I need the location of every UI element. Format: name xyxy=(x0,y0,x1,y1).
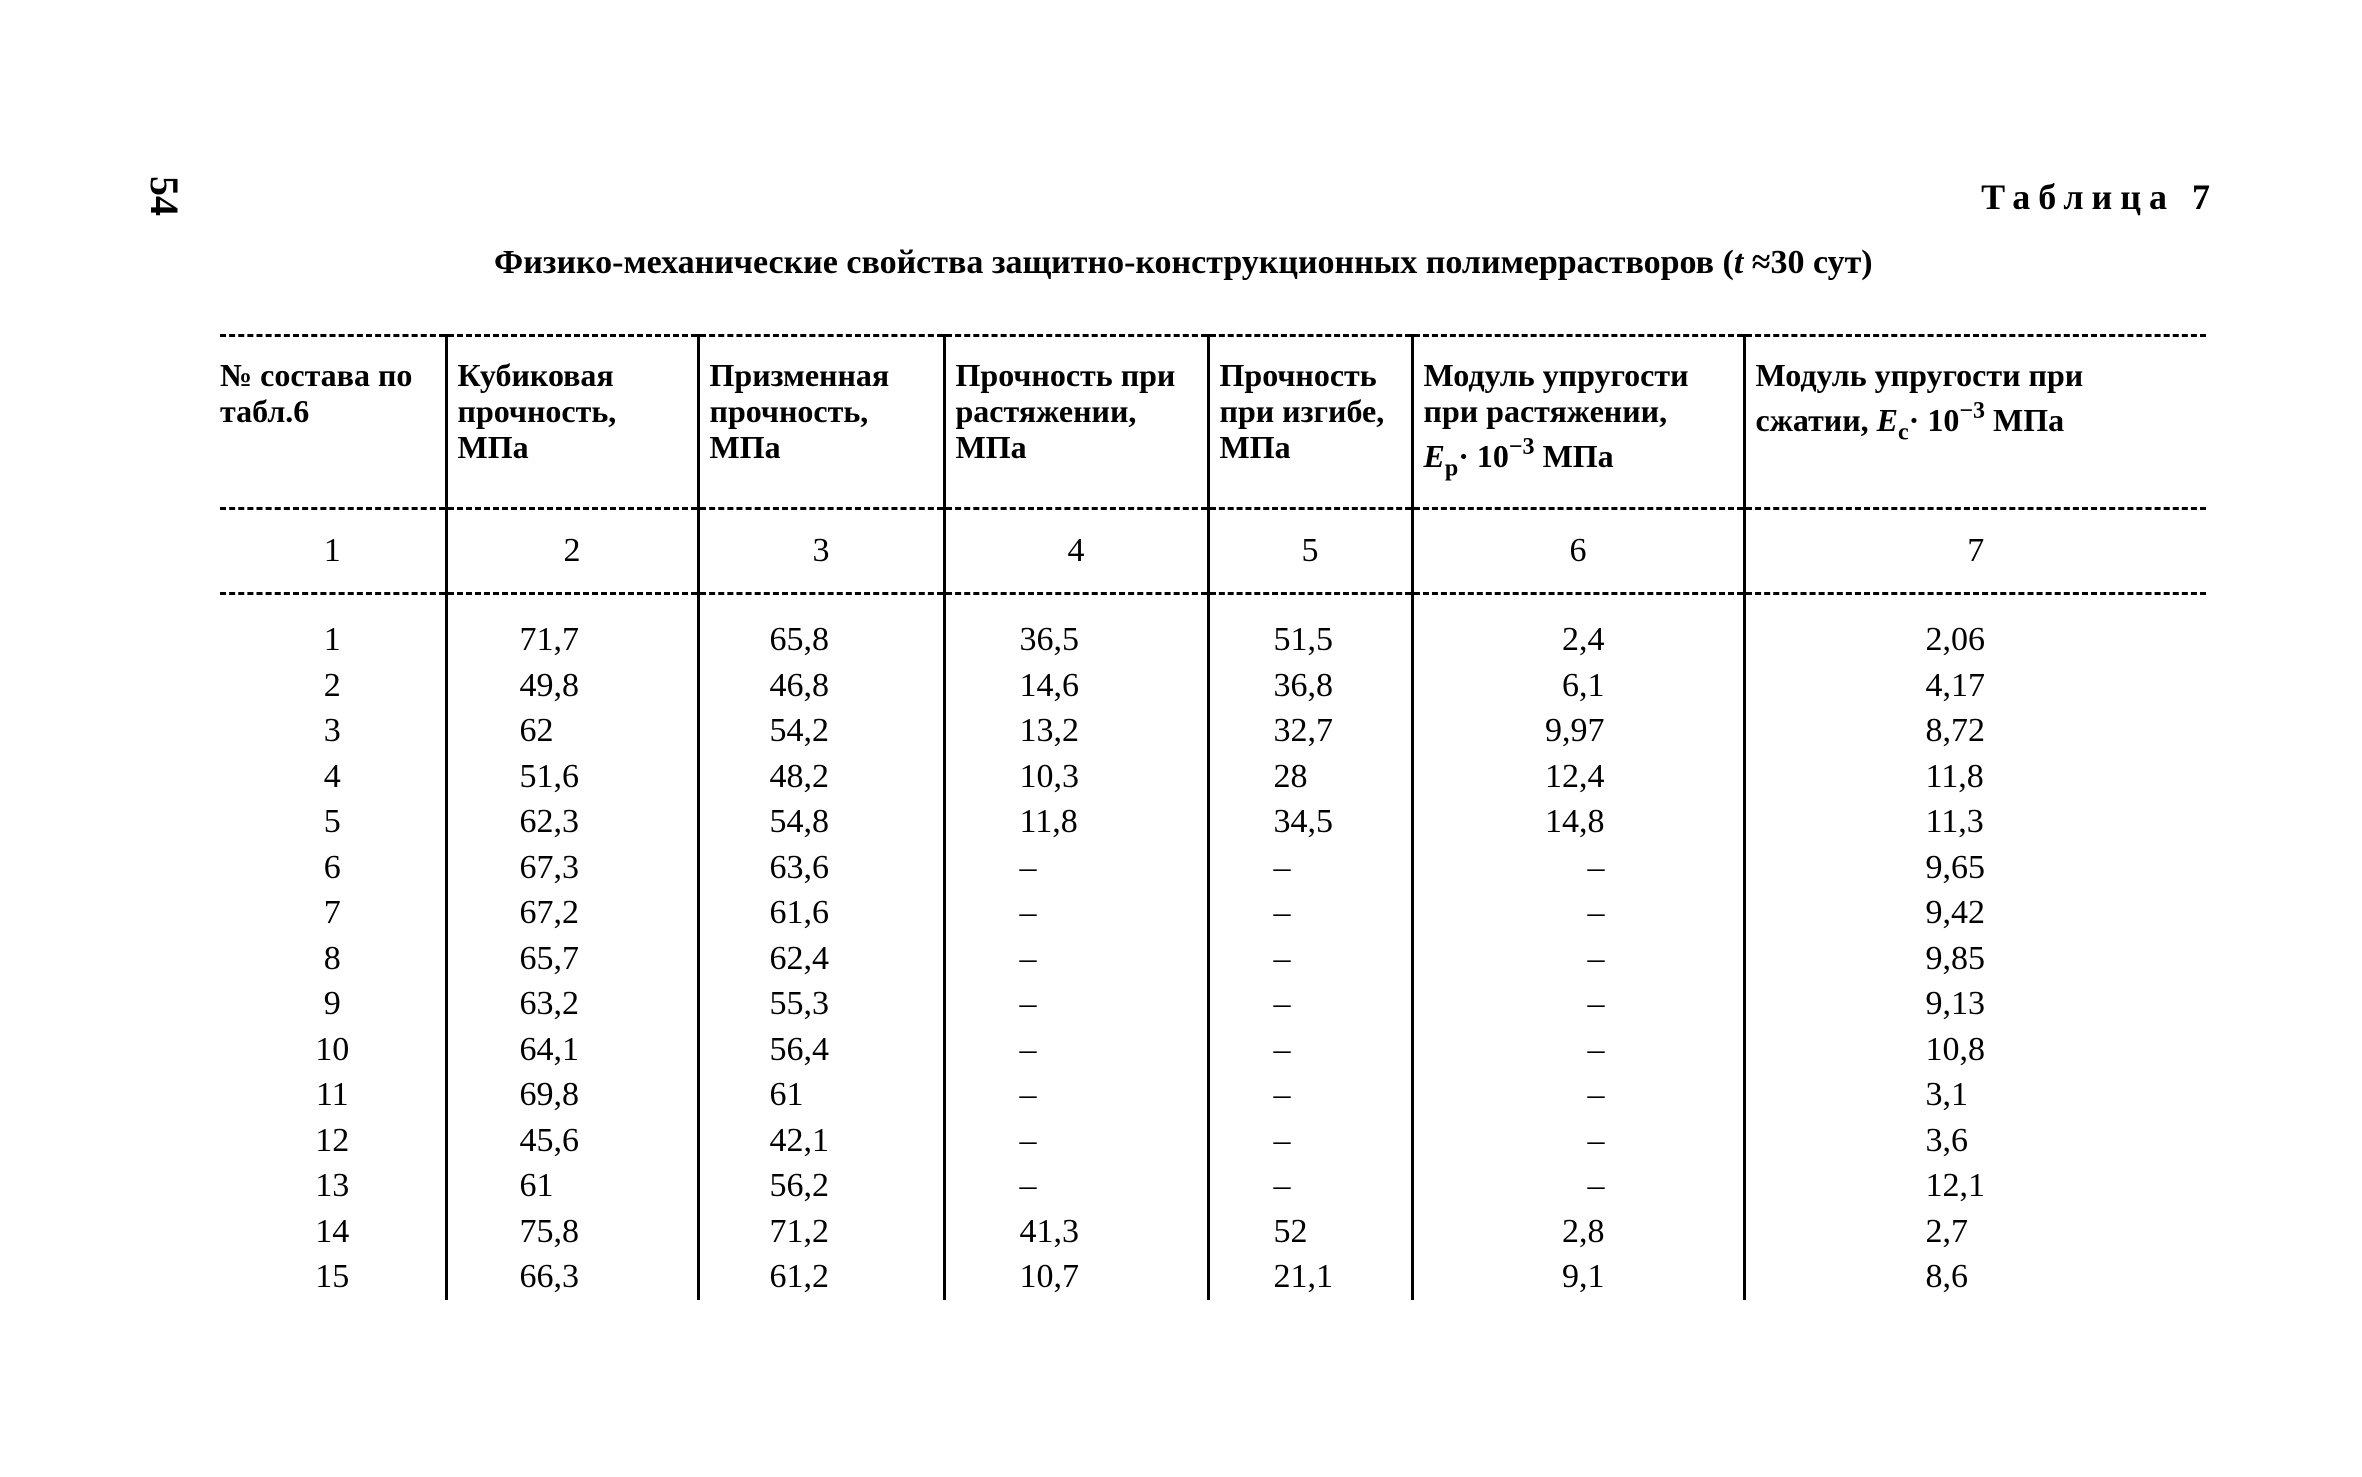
cell-composition: 13 xyxy=(315,1167,350,1204)
cell-compressive-modulus: 11,8 xyxy=(1744,754,2206,800)
column-number: 3 xyxy=(698,509,944,594)
cell-tensile-strength: – xyxy=(944,936,1208,982)
cell-tensile-strength: – xyxy=(944,890,1208,936)
cell-bending-strength: – xyxy=(1208,1118,1412,1164)
cell-cube-strength: 75,8 xyxy=(446,1209,698,1255)
cell-prism-strength: 71,2 xyxy=(698,1209,944,1255)
cell-compressive-modulus: 10,8 xyxy=(1744,1027,2206,1073)
table-row xyxy=(220,845,2206,891)
cell-tensile-modulus: 9,97 xyxy=(1412,708,1744,754)
cell-tensile-strength: – xyxy=(944,845,1208,891)
compressive-modulus-subscript: с xyxy=(1898,419,1909,446)
cell-composition: 8 xyxy=(323,939,341,977)
compressive-modulus-multiplier: · 10 xyxy=(1908,402,1960,439)
properties-table-container xyxy=(220,334,2206,1300)
cell-tensile-modulus: – xyxy=(1412,1163,1744,1209)
tensile-modulus-exponent: −3 xyxy=(1508,434,1535,460)
page-number: 54 xyxy=(142,176,187,216)
cell-compressive-modulus: 9,13 xyxy=(1744,981,2206,1027)
cell-compressive-modulus: 4,17 xyxy=(1744,663,2206,709)
cell-bending-strength: 28 xyxy=(1208,754,1412,800)
cell-bending-strength: 52 xyxy=(1208,1209,1412,1255)
compressive-modulus-label: Модуль упругости при сжатии, xyxy=(1755,357,2084,439)
table-row xyxy=(220,1254,2206,1300)
cell-prism-strength: 55,3 xyxy=(698,981,944,1027)
table-row xyxy=(220,936,2206,982)
header-cube-strength: Кубиковая прочность, МПа xyxy=(446,336,698,509)
cell-cube-strength: 67,3 xyxy=(446,845,698,891)
tensile-modulus-multiplier: · 10 xyxy=(1458,438,1509,475)
cell-composition: 11 xyxy=(315,1076,349,1113)
cell-tensile-modulus: 2,8 xyxy=(1412,1209,1744,1255)
table-row xyxy=(220,981,2206,1027)
cell-bending-strength: 51,5 xyxy=(1208,594,1412,663)
header-composition: № состава по табл.6 xyxy=(220,336,446,509)
cell-tensile-modulus: – xyxy=(1412,1072,1744,1118)
cell-cube-strength: 64,1 xyxy=(446,1027,698,1073)
cell-bending-strength: – xyxy=(1208,981,1412,1027)
table-row xyxy=(220,1163,2206,1209)
cell-bending-strength: 36,8 xyxy=(1208,663,1412,709)
compressive-modulus-exponent: −3 xyxy=(1959,398,1986,424)
cell-cube-strength: 66,3 xyxy=(446,1254,698,1300)
cell-cube-strength: 51,6 xyxy=(446,754,698,800)
cell-cube-strength: 62 xyxy=(446,708,698,754)
cell-bending-strength: – xyxy=(1208,1163,1412,1209)
table-title-variable: t xyxy=(1733,244,1744,281)
tensile-modulus-unit: МПа xyxy=(1534,438,1614,475)
cell-composition: 2 xyxy=(323,666,341,704)
cell-tensile-modulus: – xyxy=(1412,936,1744,982)
cell-bending-strength: 21,1 xyxy=(1208,1254,1412,1300)
cell-cube-strength: 45,6 xyxy=(446,1118,698,1164)
column-number: 6 xyxy=(1412,509,1744,594)
cell-cube-strength: 63,2 xyxy=(446,981,698,1027)
cell-prism-strength: 61,6 xyxy=(698,890,944,936)
column-number: 7 xyxy=(1744,509,2206,594)
cell-tensile-modulus: 6,1 xyxy=(1412,663,1744,709)
cell-prism-strength: 65,8 xyxy=(698,594,944,663)
cell-cube-strength: 71,7 xyxy=(446,594,698,663)
cell-composition: 4 xyxy=(323,757,341,795)
cell-composition: 14 xyxy=(315,1212,350,1250)
cell-compressive-modulus: 11,3 xyxy=(1744,799,2206,845)
table-row xyxy=(220,663,2206,709)
table-title xyxy=(494,244,1873,282)
header-tensile-strength: Прочность при растяжении, МПа xyxy=(944,336,1208,509)
cell-composition: 9 xyxy=(323,985,341,1022)
table-body xyxy=(220,594,2206,1300)
table-row xyxy=(220,1209,2206,1255)
cell-compressive-modulus: 3,1 xyxy=(1744,1072,2206,1118)
header-row xyxy=(220,336,2206,509)
cell-tensile-modulus: 14,8 xyxy=(1412,799,1744,845)
cell-prism-strength: 42,1 xyxy=(698,1118,944,1164)
cell-tensile-strength: – xyxy=(944,981,1208,1027)
cell-tensile-modulus: – xyxy=(1412,1118,1744,1164)
cell-bending-strength: – xyxy=(1208,1027,1412,1073)
cell-tensile-strength: 11,8 xyxy=(944,799,1208,845)
cell-tensile-strength: 41,3 xyxy=(944,1209,1208,1255)
cell-tensile-strength: 36,5 xyxy=(944,594,1208,663)
cell-bending-strength: 34,5 xyxy=(1208,799,1412,845)
cell-bending-strength: – xyxy=(1208,890,1412,936)
cell-composition: 12 xyxy=(315,1121,350,1159)
tensile-modulus-subscript: р xyxy=(1444,455,1459,482)
cell-composition: 15 xyxy=(315,1258,350,1295)
table-title-rest: ≈30 сут) xyxy=(1743,244,1873,281)
cell-compressive-modulus: 8,6 xyxy=(1744,1254,2206,1300)
tensile-modulus-symbol: E xyxy=(1423,438,1445,475)
cell-composition: 5 xyxy=(323,803,341,840)
table-row xyxy=(220,708,2206,754)
cell-tensile-modulus: 9,1 xyxy=(1412,1254,1744,1300)
column-number: 4 xyxy=(944,509,1208,594)
cell-bending-strength: – xyxy=(1208,845,1412,891)
cell-prism-strength: 61,2 xyxy=(698,1254,944,1300)
cell-cube-strength: 67,2 xyxy=(446,890,698,936)
cell-compressive-modulus: 9,85 xyxy=(1744,936,2206,982)
table-label: Таблица 7 xyxy=(1981,177,2218,217)
table-row xyxy=(220,1072,2206,1118)
cell-tensile-modulus: – xyxy=(1412,1027,1744,1073)
header-bending-strength: Прочность при изгибе, МПа xyxy=(1208,336,1412,509)
cell-tensile-modulus: – xyxy=(1412,890,1744,936)
compressive-modulus-symbol: E xyxy=(1876,402,1899,439)
cell-composition: 6 xyxy=(323,848,341,886)
cell-prism-strength: 61 xyxy=(698,1072,944,1118)
cell-composition: 7 xyxy=(323,894,341,931)
cell-cube-strength: 62,3 xyxy=(446,799,698,845)
cell-composition: 3 xyxy=(323,712,341,749)
cell-bending-strength: 32,7 xyxy=(1208,708,1412,754)
cell-cube-strength: 61 xyxy=(446,1163,698,1209)
header-compressive-modulus xyxy=(1744,336,2206,509)
cell-cube-strength: 69,8 xyxy=(446,1072,698,1118)
cell-prism-strength: 54,2 xyxy=(698,708,944,754)
cell-compressive-modulus: 9,65 xyxy=(1744,845,2206,891)
cell-prism-strength: 46,8 xyxy=(698,663,944,709)
cell-prism-strength: 48,2 xyxy=(698,754,944,800)
table-title-main: Физико-механические свойства защитно-конструкционных полимеррастворов ( xyxy=(494,244,1734,281)
cell-tensile-strength: 14,6 xyxy=(944,663,1208,709)
cell-prism-strength: 56,4 xyxy=(698,1027,944,1073)
column-number-row xyxy=(220,509,2206,594)
table-row xyxy=(220,1027,2206,1073)
cell-bending-strength: – xyxy=(1208,936,1412,982)
properties-table xyxy=(220,334,2206,1300)
column-number: 2 xyxy=(446,509,698,594)
cell-compressive-modulus: 2,06 xyxy=(1744,594,2206,663)
cell-compressive-modulus: 12,1 xyxy=(1744,1163,2206,1209)
cell-tensile-modulus: 12,4 xyxy=(1412,754,1744,800)
table-row xyxy=(220,1118,2206,1164)
compressive-modulus-unit: МПа xyxy=(1985,402,2065,439)
cell-tensile-strength: – xyxy=(944,1072,1208,1118)
table-row xyxy=(220,594,2206,663)
cell-tensile-strength: 10,3 xyxy=(944,754,1208,800)
cell-prism-strength: 56,2 xyxy=(698,1163,944,1209)
cell-tensile-strength: 10,7 xyxy=(944,1254,1208,1300)
cell-composition: 10 xyxy=(315,1030,350,1068)
column-number: 5 xyxy=(1208,509,1412,594)
cell-tensile-strength: – xyxy=(944,1027,1208,1073)
cell-composition: 1 xyxy=(323,621,341,658)
cell-tensile-strength: – xyxy=(944,1163,1208,1209)
cell-bending-strength: – xyxy=(1208,1072,1412,1118)
cell-compressive-modulus: 9,42 xyxy=(1744,890,2206,936)
cell-tensile-modulus: – xyxy=(1412,845,1744,891)
tensile-modulus-label: Модуль упругости при растяжении, xyxy=(1423,357,1689,429)
cell-compressive-modulus: 2,7 xyxy=(1744,1209,2206,1255)
table-row xyxy=(220,890,2206,936)
cell-cube-strength: 49,8 xyxy=(446,663,698,709)
cell-tensile-modulus: – xyxy=(1412,981,1744,1027)
cell-prism-strength: 62,4 xyxy=(698,936,944,982)
cell-tensile-strength: 13,2 xyxy=(944,708,1208,754)
cell-prism-strength: 63,6 xyxy=(698,845,944,891)
table-row xyxy=(220,799,2206,845)
cell-compressive-modulus: 3,6 xyxy=(1744,1118,2206,1164)
cell-compressive-modulus: 8,72 xyxy=(1744,708,2206,754)
cell-prism-strength: 54,8 xyxy=(698,799,944,845)
column-number: 1 xyxy=(220,509,446,594)
header-tensile-modulus xyxy=(1412,336,1744,509)
cell-tensile-modulus: 2,4 xyxy=(1412,594,1744,663)
cell-tensile-strength: – xyxy=(944,1118,1208,1164)
header-prism-strength: Призменная прочность, МПа xyxy=(698,336,944,509)
table-row xyxy=(220,754,2206,800)
cell-cube-strength: 65,7 xyxy=(446,936,698,982)
